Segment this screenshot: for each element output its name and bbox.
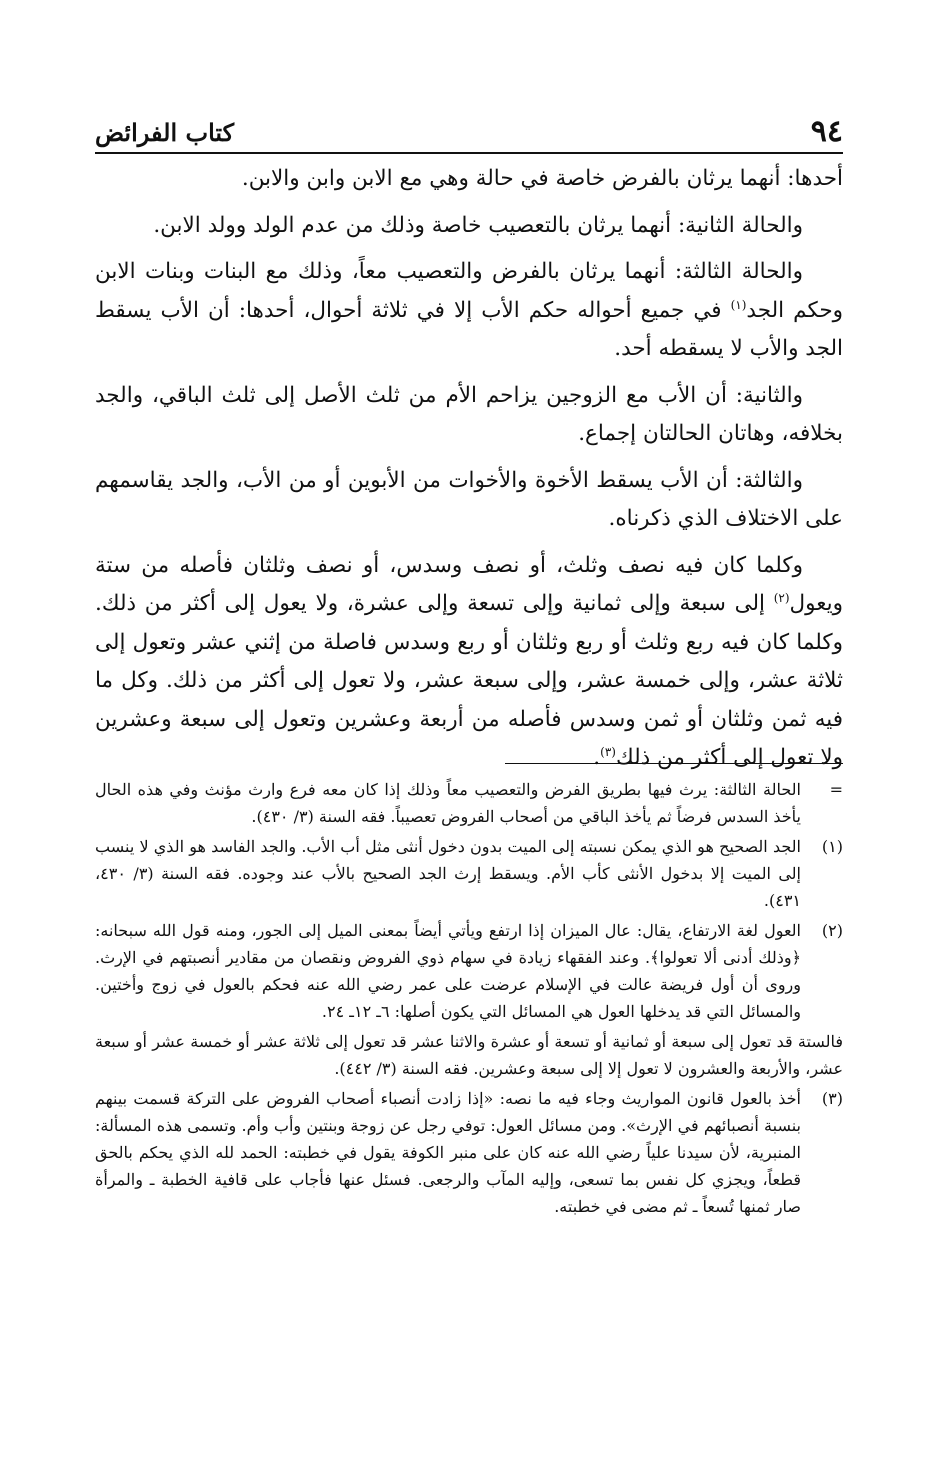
paragraph-2: والحالة الثانية: أنهما يرثان بالتعصيب خاصة وذلك من عدم الولد وولد الابن. <box>153 212 803 238</box>
paragraph-4: والثانية: أن الأب مع الزوجين يزاحم الأم من ثلث الأصل إلى ثلث الباقي، والجد بخلافه، وهاتان الحالتان إجماع. <box>95 382 843 446</box>
footnote-text: العول لغة الارتفاع، يقال: عال الميزان إذا ارتفع ويأتي أيضاً بمعنى الميل إلى الجور، ومنه قول الله سبحانه: ﴿وذلك أدنى ألا تعولوا﴾. وعند الفقهاء زيادة في سهام ذوي الفروض ونقصان من مقادير أنصبتهم في الإرث. وروى أن أول فريضة عالت في الإسلام عرضت على عمر رضي الله عنه فحكم بالعول في زوج وأختين. والمسائل التي قد يدخلها العول هي المسائل التي يكون أصلها: ٦ـ ١٢ـ ٢٤. <box>95 921 801 1021</box>
footnote-marker: (١) <box>821 837 843 856</box>
footnote-marker: = <box>829 780 843 799</box>
footnote-3 <box>95 1085 843 1220</box>
footnote-1 <box>95 833 843 914</box>
paragraph-6: وكلما كان فيه نصف وثلث، أو نصف وسدس، أو نصف وثلثان فأصله من ستة ويعول$^{(٢)}$ إلى سبعة وإلى ثمانية وإلى تسعة وإلى عشرة، ولا يعول إلى أكثر من ذلك. وكلما كان فيه ربع وثلث أو ربع وثلثان أو ربع وسدس فاصلة من إثني عشر وتعول إلى ثلاثة عشر، وإلى خمسة عشر، وإلى سبعة عشر، ولا تعول إلى أكثر من ذلك. وكل ما فيه ثمن وثلثان أو ثمن وسدس فأصله من أربعة وعشرين وتعول إلى سبعة وعشرين ولا تعول إلى أكثر من ذلك$^{(٣)}$. <box>95 552 843 770</box>
paragraph-1: أحدها: أنهما يرثان بالفرض خاصة في حالة وهي مع الابن وابن والابن. <box>241 166 843 191</box>
footnote-2-continuation: فالستة قد تعول إلى سبعة أو ثمانية أو تسعة أو عشرة والاثنا عشر قد تعول إلى ثلاثة عشر أو خمسة عشر أو سبعة عشر، والأربعة والعشرون لا تعول إلا إلى سبعة وعشرين. فقه السنة (٣/ ٤٤٢). <box>95 1032 843 1078</box>
footnote-ref-2[interactable]: (٢) <box>773 591 790 605</box>
footnote-2 <box>95 917 843 1025</box>
page-number: ٩٤ <box>810 114 843 149</box>
footnote-marker: (٣) <box>821 1089 843 1108</box>
footnote-ref-3[interactable]: (٣) <box>600 745 616 759</box>
paragraph-3: والحالة الثالثة: أنهما يرثان بالفرض والتعصيب معاً، وذلك مع البنات وبنات الابن وحكم الجد$^{(١)}$ في جميع أحواله حكم الأب إلا في ثلاثة أحوال، أحدها: أن الأب يسقط الجد والأب لا يسقطه أحد. <box>95 259 843 361</box>
page-header <box>95 110 843 154</box>
main-text <box>95 160 843 786</box>
footnote-text: أخذ بالعول قانون المواريث وجاء فيه ما نصه: «إذا زادت أنصباء أصحاب الفروض على التركة قسمت بينهم بنسبة أنصبائهم في الإرث». ومن مسائل العول: توفي رجل عن زوجة وبنتين وأب وأم. وتسمى هذه المسألة: المنبرية، لأن سيدنا علياً رضي الله عنه كان على منبر الكوفة يقول في خطبته: الحمد لله الذي يحكم بالحق قطعاً، ويجزي كل نفس بما تسعى، وإليه المآب والرجعى. فسئل عنها فأجاب على قافية الخطبة ـ والمرأة صار ثمنها تُسعاً ـ ثم مضى في خطبته. <box>95 1089 801 1216</box>
footnote-separator <box>505 763 843 764</box>
book-title: كتاب الفرائض <box>95 118 235 147</box>
footnote-ref-1[interactable]: (١) <box>730 297 747 312</box>
footnote-text: الجد الصحيح هو الذي يمكن نسبته إلى الميت بدون دخول أنثى مثل أب الأب. والجد الفاسد هو الذي لا ينسب إلى الميت إلا بدخول الأنثى كأب الأم. ويسقط إرث الجد الصحيح بالأب عند وجوده. فقه السنة (٣/ ٤٣٠، ٤٣١). <box>95 837 802 910</box>
footnote-continued <box>95 776 843 830</box>
footnote-text: الحالة الثالثة: يرث فيها بطريق الفرض والتعصيب معاً وذلك إذا كان معه فرع وارث مؤنث وفي هذه الحال يأخذ السدس فرضاً ثم يأخذ الباقي من أصحاب الفروض تعصيباً. فقه السنة (٣/ ٤٣٠). <box>95 780 801 826</box>
paragraph-5: والثالثة: أن الأب يسقط الأخوة والأخوات من الأبوين أو من الأب، والجد يقاسمهم على الاختلاف الذي ذكرناه. <box>95 467 843 531</box>
footnotes <box>95 776 843 1223</box>
footnote-marker: (٢) <box>821 921 843 940</box>
